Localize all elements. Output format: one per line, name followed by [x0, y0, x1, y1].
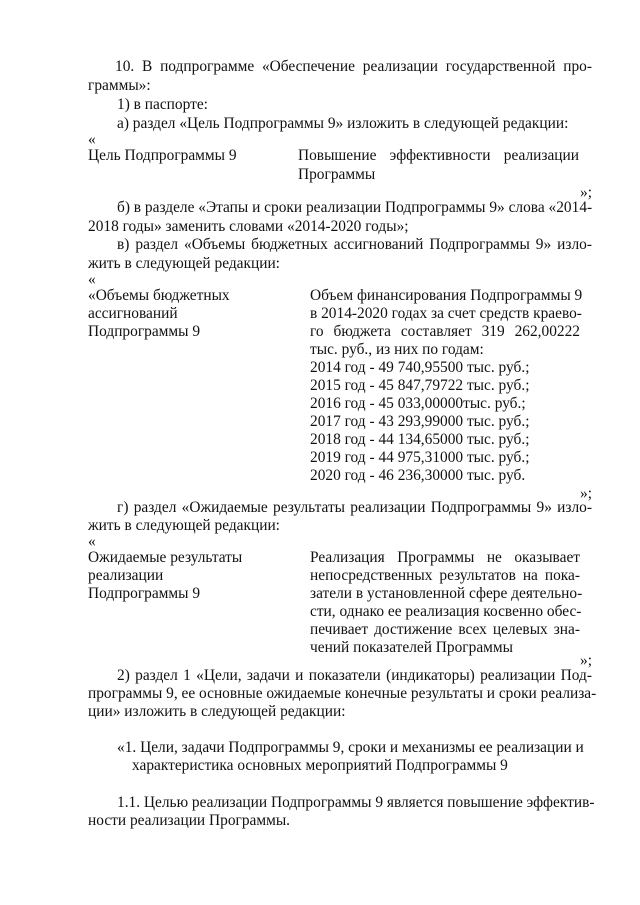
budget-text-line-3: го бюджета составляет 319 262,00222 — [310, 323, 580, 340]
subitem-b-line-1: б) в разделе «Этапы и сроки реализации Подпрограммы 9» слова «2014- — [117, 199, 593, 216]
budget-year-2014: 2014 год - 49 740,95500 тыс. руб.; — [310, 359, 530, 376]
goal-value-line-2: Программы — [298, 166, 376, 183]
subitem-1-passport: 1) в паспорте: — [117, 96, 208, 113]
subitem-a: а) раздел «Цель Подпрограммы 9» изложить в следующей редакции: — [117, 115, 569, 132]
open-quote: « — [88, 271, 96, 288]
subitem-2-line-2: программы 9, ее основные ожидаемые конечные результаты и сроки реализа- — [88, 685, 597, 702]
budget-label-line-3: Подпрограммы 9 — [88, 323, 201, 340]
budget-text-line-1: Объем финансирования Подпрограммы 9 — [310, 287, 583, 304]
results-text-line-4: сти, однако ее реализация косвенно обес- — [310, 603, 582, 620]
open-quote: « — [88, 131, 96, 148]
results-label-line-2: реализации — [88, 567, 164, 584]
results-text-line-1: Реализация Программы не оказывает — [310, 549, 580, 566]
results-text-line-2: непосредственных результатов на пока- — [310, 567, 580, 584]
para-1-1-line-1: 1.1. Целью реализации Подпрограммы 9 является повышение эффектив- — [117, 794, 595, 811]
subitem-2-line-3: ции» изложить в следующей редакции: — [88, 703, 346, 720]
budget-year-2020: 2020 год - 46 236,30000 тыс. руб. — [310, 467, 526, 484]
section-heading-line-2: характеристика основных мероприятий Подпрограммы 9 — [132, 757, 508, 774]
results-label-line-3: Подпрограммы 9 — [88, 585, 201, 602]
close-quote: »; — [580, 485, 592, 502]
subitem-v-line-2: жить в следующей редакции: — [88, 255, 280, 272]
para-1-1-line-2: ности реализации Программы. — [88, 812, 291, 829]
budget-year-2019: 2019 год - 44 975,31000 тыс. руб.; — [310, 449, 530, 466]
subitem-2-line-1: 2) раздел 1 «Цели, задачи и показатели (индикаторы) реализации Под- — [117, 667, 592, 684]
results-text-line-3: затели в установленной сфере деятельно- — [310, 585, 583, 602]
budget-label-line-2: ассигнований — [88, 305, 178, 322]
subitem-g-line-1: г) раздел «Ожидаемые результаты реализации Подпрограммы 9» изло- — [117, 499, 592, 516]
budget-label-line-1: «Объемы бюджетных — [88, 287, 230, 304]
subitem-b-line-2: 2018 годы» заменить словами «2014-2020 годы»; — [88, 218, 409, 235]
results-text-line-6: чений показателей Программы — [310, 639, 513, 656]
goal-value-line-1: Повышение эффективности реализации — [298, 147, 579, 164]
section-heading-line-1: «1. Цели, задачи Подпрограммы 9, сроки и механизмы ее реализации и — [117, 739, 584, 756]
subitem-g-line-2: жить в следующей редакции: — [88, 517, 280, 534]
budget-text-line-4: тыс. руб., из них по годам: — [310, 341, 484, 358]
budget-year-2018: 2018 год - 44 134,65000 тыс. руб.; — [310, 431, 530, 448]
goal-label: Цель Подпрограммы 9 — [88, 147, 237, 164]
subitem-v-line-1: в) раздел «Объемы бюджетных ассигнований Подпрограммы 9» изло- — [117, 236, 592, 253]
budget-year-2017: 2017 год - 43 293,99000 тыс. руб.; — [310, 413, 530, 430]
close-quote: »; — [580, 652, 592, 669]
results-text-line-5: печивает достижение всех целевых зна- — [310, 621, 580, 638]
open-quote: « — [88, 533, 96, 550]
results-label-line-1: Ожидаемые результаты — [88, 549, 243, 566]
item-10-line-1: 10. В подпрограмме «Обеспечение реализации государственной про- — [115, 58, 592, 75]
budget-year-2015: 2015 год - 45 847,79722 тыс. руб.; — [310, 377, 530, 394]
budget-text-line-2: в 2014-2020 годах за счет средств краево- — [310, 305, 582, 322]
item-10-line-2: граммы»: — [88, 77, 151, 94]
budget-year-2016: 2016 год - 45 033,00000тыс. руб.; — [310, 395, 526, 412]
close-quote: »; — [580, 184, 592, 201]
